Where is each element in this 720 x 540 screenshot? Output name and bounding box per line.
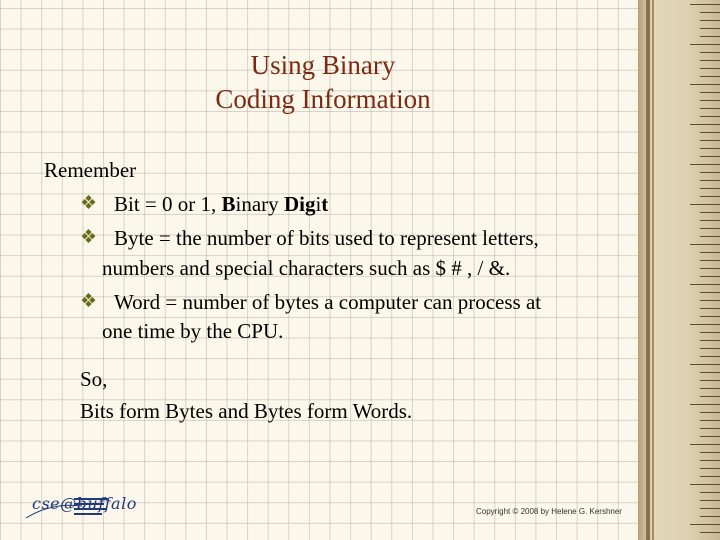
ruler-tick <box>700 36 720 37</box>
ruler-stripe <box>646 0 650 540</box>
ruler-tick <box>690 404 720 405</box>
ruler-stripe-thin <box>652 0 654 540</box>
ruler-tick <box>700 292 720 293</box>
ruler-tick <box>700 348 720 349</box>
ruler-tick <box>690 244 720 245</box>
ruler-tick <box>690 324 720 325</box>
heading-remember: Remember <box>44 158 137 182</box>
logo-text: cse@buffalo <box>32 494 137 513</box>
ruler-tick <box>700 436 720 437</box>
ruler-tick <box>700 140 720 141</box>
ruler-tick <box>690 84 720 85</box>
bit-bold-t: t <box>321 192 329 216</box>
ruler-tick <box>700 460 720 461</box>
ruler-tick <box>700 116 720 117</box>
bit-text-inary: inary <box>235 192 284 216</box>
ruler-decoration <box>638 0 720 540</box>
ruler-tick <box>700 180 720 181</box>
ruler-tick <box>700 388 720 389</box>
ruler-tick <box>690 4 720 5</box>
ruler-tick <box>700 428 720 429</box>
bit-text-i: i <box>315 192 322 216</box>
ruler-tick <box>700 260 720 261</box>
bullet-diamond-icon: ❖ <box>80 291 98 312</box>
ruler-tick <box>700 340 720 341</box>
ruler-tick <box>700 452 720 453</box>
ruler-tick <box>700 108 720 109</box>
ruler-tick <box>700 516 720 517</box>
ruler-tick <box>700 372 720 373</box>
ruler-tick <box>700 300 720 301</box>
ruler-tick <box>700 68 720 69</box>
ruler-tick <box>700 188 720 189</box>
ruler-tick <box>700 76 720 77</box>
ruler-tick <box>700 220 720 221</box>
bullet-word-line-1: Word = number of bytes a computer can process at <box>114 290 542 314</box>
ruler-tick <box>690 364 720 365</box>
ruler-tick <box>700 132 720 133</box>
bullet-word-line-2: one time by the CPU. <box>102 319 284 343</box>
bullet-byte-line-1: Byte = the number of bits used to represent letters, <box>114 226 539 250</box>
ruler-tick <box>700 508 720 509</box>
title-line-1: Using Binary <box>250 50 396 80</box>
ruler-tick <box>700 252 720 253</box>
ruler-tick <box>700 60 720 61</box>
ruler-tick <box>700 28 720 29</box>
slide-title <box>0 48 646 116</box>
ruler-tick <box>700 52 720 53</box>
ruler-tick <box>700 212 720 213</box>
ruler-tick <box>690 204 720 205</box>
ruler-tick <box>690 444 720 445</box>
ruler-tick <box>700 268 720 269</box>
bullet-byte-line-2: numbers and special characters such as $ # , / &. <box>102 256 511 280</box>
ruler-tick <box>700 308 720 309</box>
bit-bold-dig: Dig <box>283 192 316 216</box>
bit-text: Bit = 0 or 1, <box>114 192 222 216</box>
ruler-tick <box>700 420 720 421</box>
ruler-tick <box>700 196 720 197</box>
ruler-tick <box>690 124 720 125</box>
ruler-tick <box>700 156 720 157</box>
ruler-tick <box>690 484 720 485</box>
ruler-tick <box>690 44 720 45</box>
bit-bold-b: B <box>221 192 236 216</box>
ruler-tick <box>700 500 720 501</box>
bullet-diamond-icon: ❖ <box>80 227 98 248</box>
ruler-tick <box>690 524 720 525</box>
ruler-tick <box>700 148 720 149</box>
ruler-tick <box>700 172 720 173</box>
ruler-tick <box>700 20 720 21</box>
ruler-tick <box>700 356 720 357</box>
cse-buffalo-logo <box>22 492 137 522</box>
ruler-tick <box>700 236 720 237</box>
ruler-tick <box>700 492 720 493</box>
ruler-tick <box>700 316 720 317</box>
ruler-tick <box>700 12 720 13</box>
copyright-footer: Copyright © 2008 by Helene G. Kershner <box>476 507 622 516</box>
conclusion-text: Bits form Bytes and Bytes form Words. <box>80 399 413 423</box>
ruler-tick <box>700 396 720 397</box>
ruler-tick <box>690 164 720 165</box>
ruler-tick <box>700 412 720 413</box>
ruler-tick <box>700 276 720 277</box>
ruler-tick <box>690 284 720 285</box>
ruler-tick <box>700 468 720 469</box>
bullet-diamond-icon: ❖ <box>80 193 98 214</box>
ruler-tick <box>700 532 720 533</box>
so-label: So, <box>80 367 108 391</box>
ruler-tick <box>700 100 720 101</box>
ruler-tick <box>700 92 720 93</box>
ruler-tick <box>700 380 720 381</box>
ruler-tick <box>700 228 720 229</box>
title-line-2: Coding Information <box>215 84 431 114</box>
ruler-tick <box>700 476 720 477</box>
bullet-bit <box>114 191 328 217</box>
ruler-tick <box>700 332 720 333</box>
